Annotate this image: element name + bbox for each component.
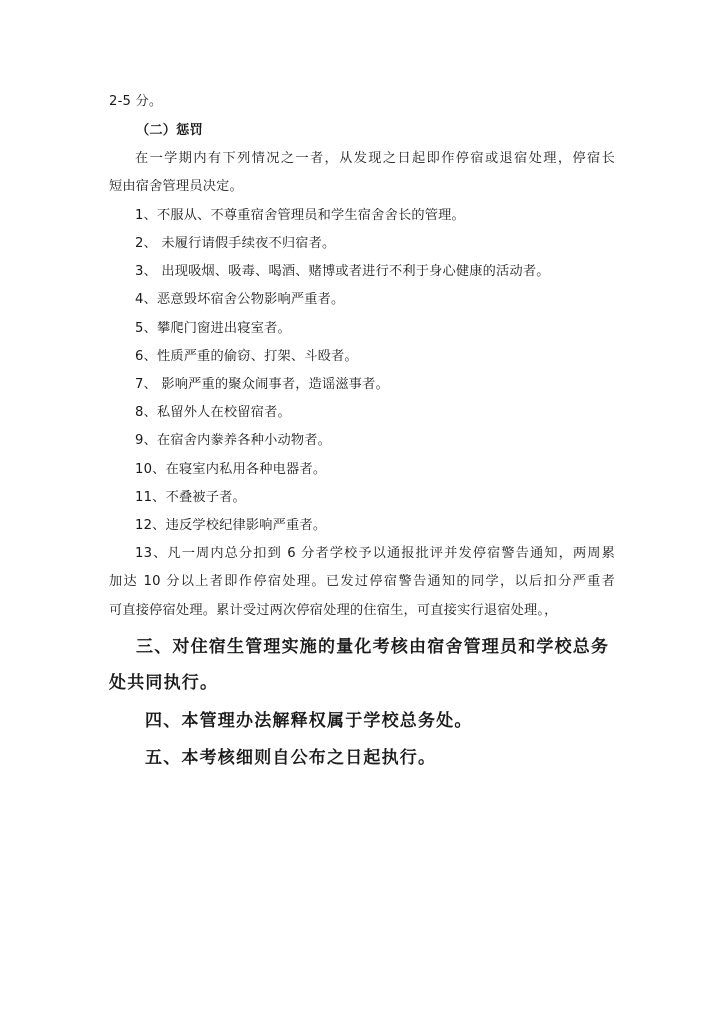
- paragraph-line: 短由宿舍管理员决定。: [109, 179, 243, 194]
- list-item: 5、攀爬门窗进出寝室者。: [135, 321, 291, 336]
- list-item: 8、私留外人在校留宿者。: [135, 405, 291, 420]
- list-item: 3、 出现吸烟、吸毒、喝酒、赌博或者进行不利于身心健康的活动者。: [135, 264, 550, 279]
- list-item: 4、恶意毁坏宿舍公物影响严重者。: [135, 292, 345, 307]
- list-item: 7、 影响严重的聚众闹事者，造谣滋事者。: [135, 377, 389, 392]
- paragraph-line: 加达 10 分以上者即作停宿处理。已发过停宿警告通知的同学，以后扣分严重者: [109, 574, 615, 589]
- list-item: 9、在宿舍内豢养各种小动物者。: [135, 433, 332, 448]
- paragraph-line: 在一学期内有下列情况之一者，从发现之日起即作停宿或退宿处理，停宿长: [135, 151, 615, 166]
- list-item: 13、凡一周内总分扣到 6 分者学校予以通报批评并发停宿警告通知，两周累: [135, 546, 615, 561]
- list-item: 10、在寝室内私用各种电器者。: [135, 462, 327, 477]
- text-line: 2-5 分。: [109, 94, 163, 109]
- list-item: 6、性质严重的偷窃、打架、斗殴者。: [135, 349, 358, 364]
- section-heading: （二）惩罚: [136, 123, 203, 138]
- paragraph-line: 可直接停宿处理。累计受过两次停宿处理的住宿生，可直接实行退宿处理。，: [109, 603, 558, 618]
- section-heading: 三、对住宿生管理实施的量化考核由宿舍管理员和学校总务: [136, 637, 610, 657]
- list-item: 2、 未履行请假手续夜不归宿者。: [135, 236, 336, 251]
- section-heading: 四、本管理办法解释权属于学校总务处。: [145, 711, 473, 731]
- section-heading: 五、本考核细则自公布之日起执行。: [145, 748, 437, 768]
- section-heading: 处共同执行。: [109, 673, 219, 693]
- list-item: 1、不服从、不尊重宿舍管理员和学生宿舍舍长的管理。: [135, 208, 465, 223]
- list-item: 12、违反学校纪律影响严重者。: [135, 518, 327, 533]
- list-item: 11、不叠被子者。: [135, 490, 246, 505]
